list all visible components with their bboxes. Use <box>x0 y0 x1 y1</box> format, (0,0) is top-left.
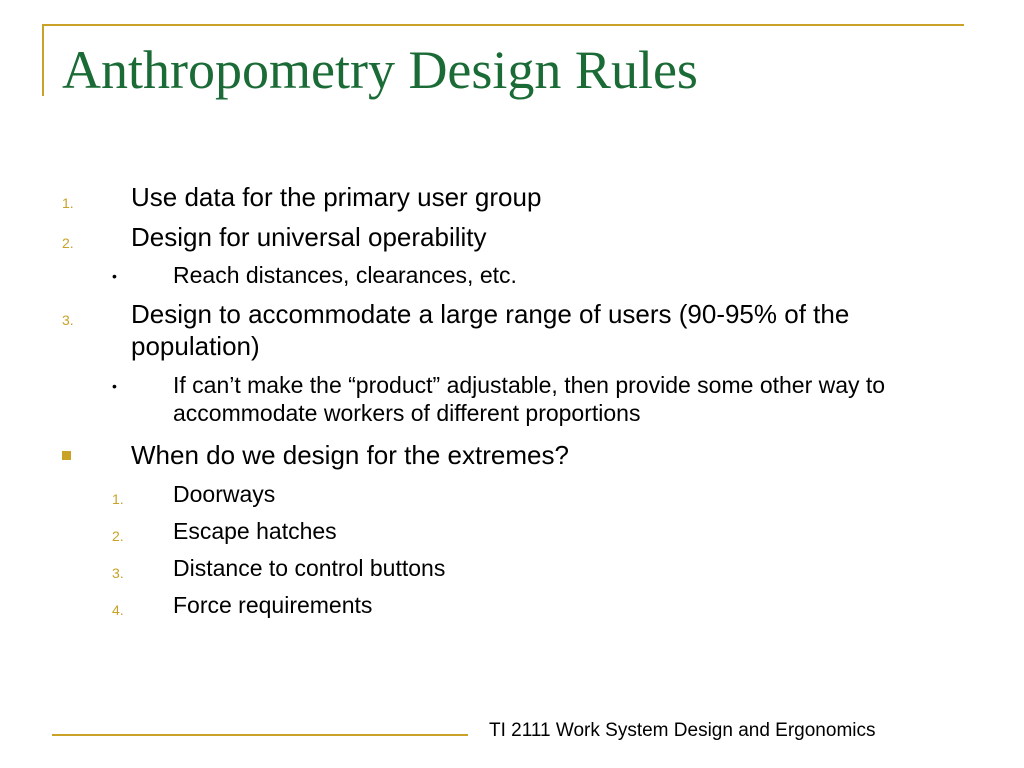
footer-rule <box>52 734 468 736</box>
list-item-text: Design to accommodate a large range of users (90-95% of the population) <box>131 299 850 361</box>
list-number: 1. <box>112 491 124 507</box>
sub-item-force <box>0 591 1024 619</box>
sub-item-text: Reach distances, clearances, etc. <box>173 262 517 288</box>
footer-text: TI 2111 Work System Design and Ergonomics <box>489 720 876 741</box>
list-number: 2. <box>62 235 74 251</box>
sub-item-distance <box>0 554 1024 582</box>
bullet-dot-icon: • <box>112 378 117 394</box>
list-number: 3. <box>62 312 74 328</box>
sub-item-text: If can’t make the “product” adjustable, then provide some other way to accommodate workers of different proportions <box>173 372 886 426</box>
list-item-text: Design for universal operability <box>131 222 487 252</box>
list-item-2 <box>0 221 1024 253</box>
sub-item-doorways <box>0 480 1024 508</box>
sub-item-escape <box>0 517 1024 545</box>
list-item-3 <box>0 298 1024 362</box>
list-number: 2. <box>112 528 124 544</box>
sub-item-text: Distance to control buttons <box>173 555 446 581</box>
frame-top-line <box>42 24 964 26</box>
sub-item-reach <box>0 261 1024 289</box>
slide-title: Anthropometry Design Rules <box>62 40 698 100</box>
list-item-text: Use data for the primary user group <box>131 182 542 212</box>
frame-left-line <box>42 24 44 96</box>
sub-item-text: Force requirements <box>173 592 373 618</box>
sub-item-adjustable <box>0 371 1024 427</box>
list-number: 4. <box>112 602 124 618</box>
list-item-extremes <box>0 439 1024 471</box>
list-item-text: When do we design for the extremes? <box>131 440 569 470</box>
slide-body <box>0 181 1024 619</box>
sub-item-text: Doorways <box>173 481 276 507</box>
list-number: 1. <box>62 195 74 211</box>
bullet-dot-icon: • <box>112 268 117 284</box>
sub-item-text: Escape hatches <box>173 518 337 544</box>
list-number: 3. <box>112 565 124 581</box>
square-bullet-icon <box>62 451 71 460</box>
list-item-1 <box>0 181 1024 213</box>
